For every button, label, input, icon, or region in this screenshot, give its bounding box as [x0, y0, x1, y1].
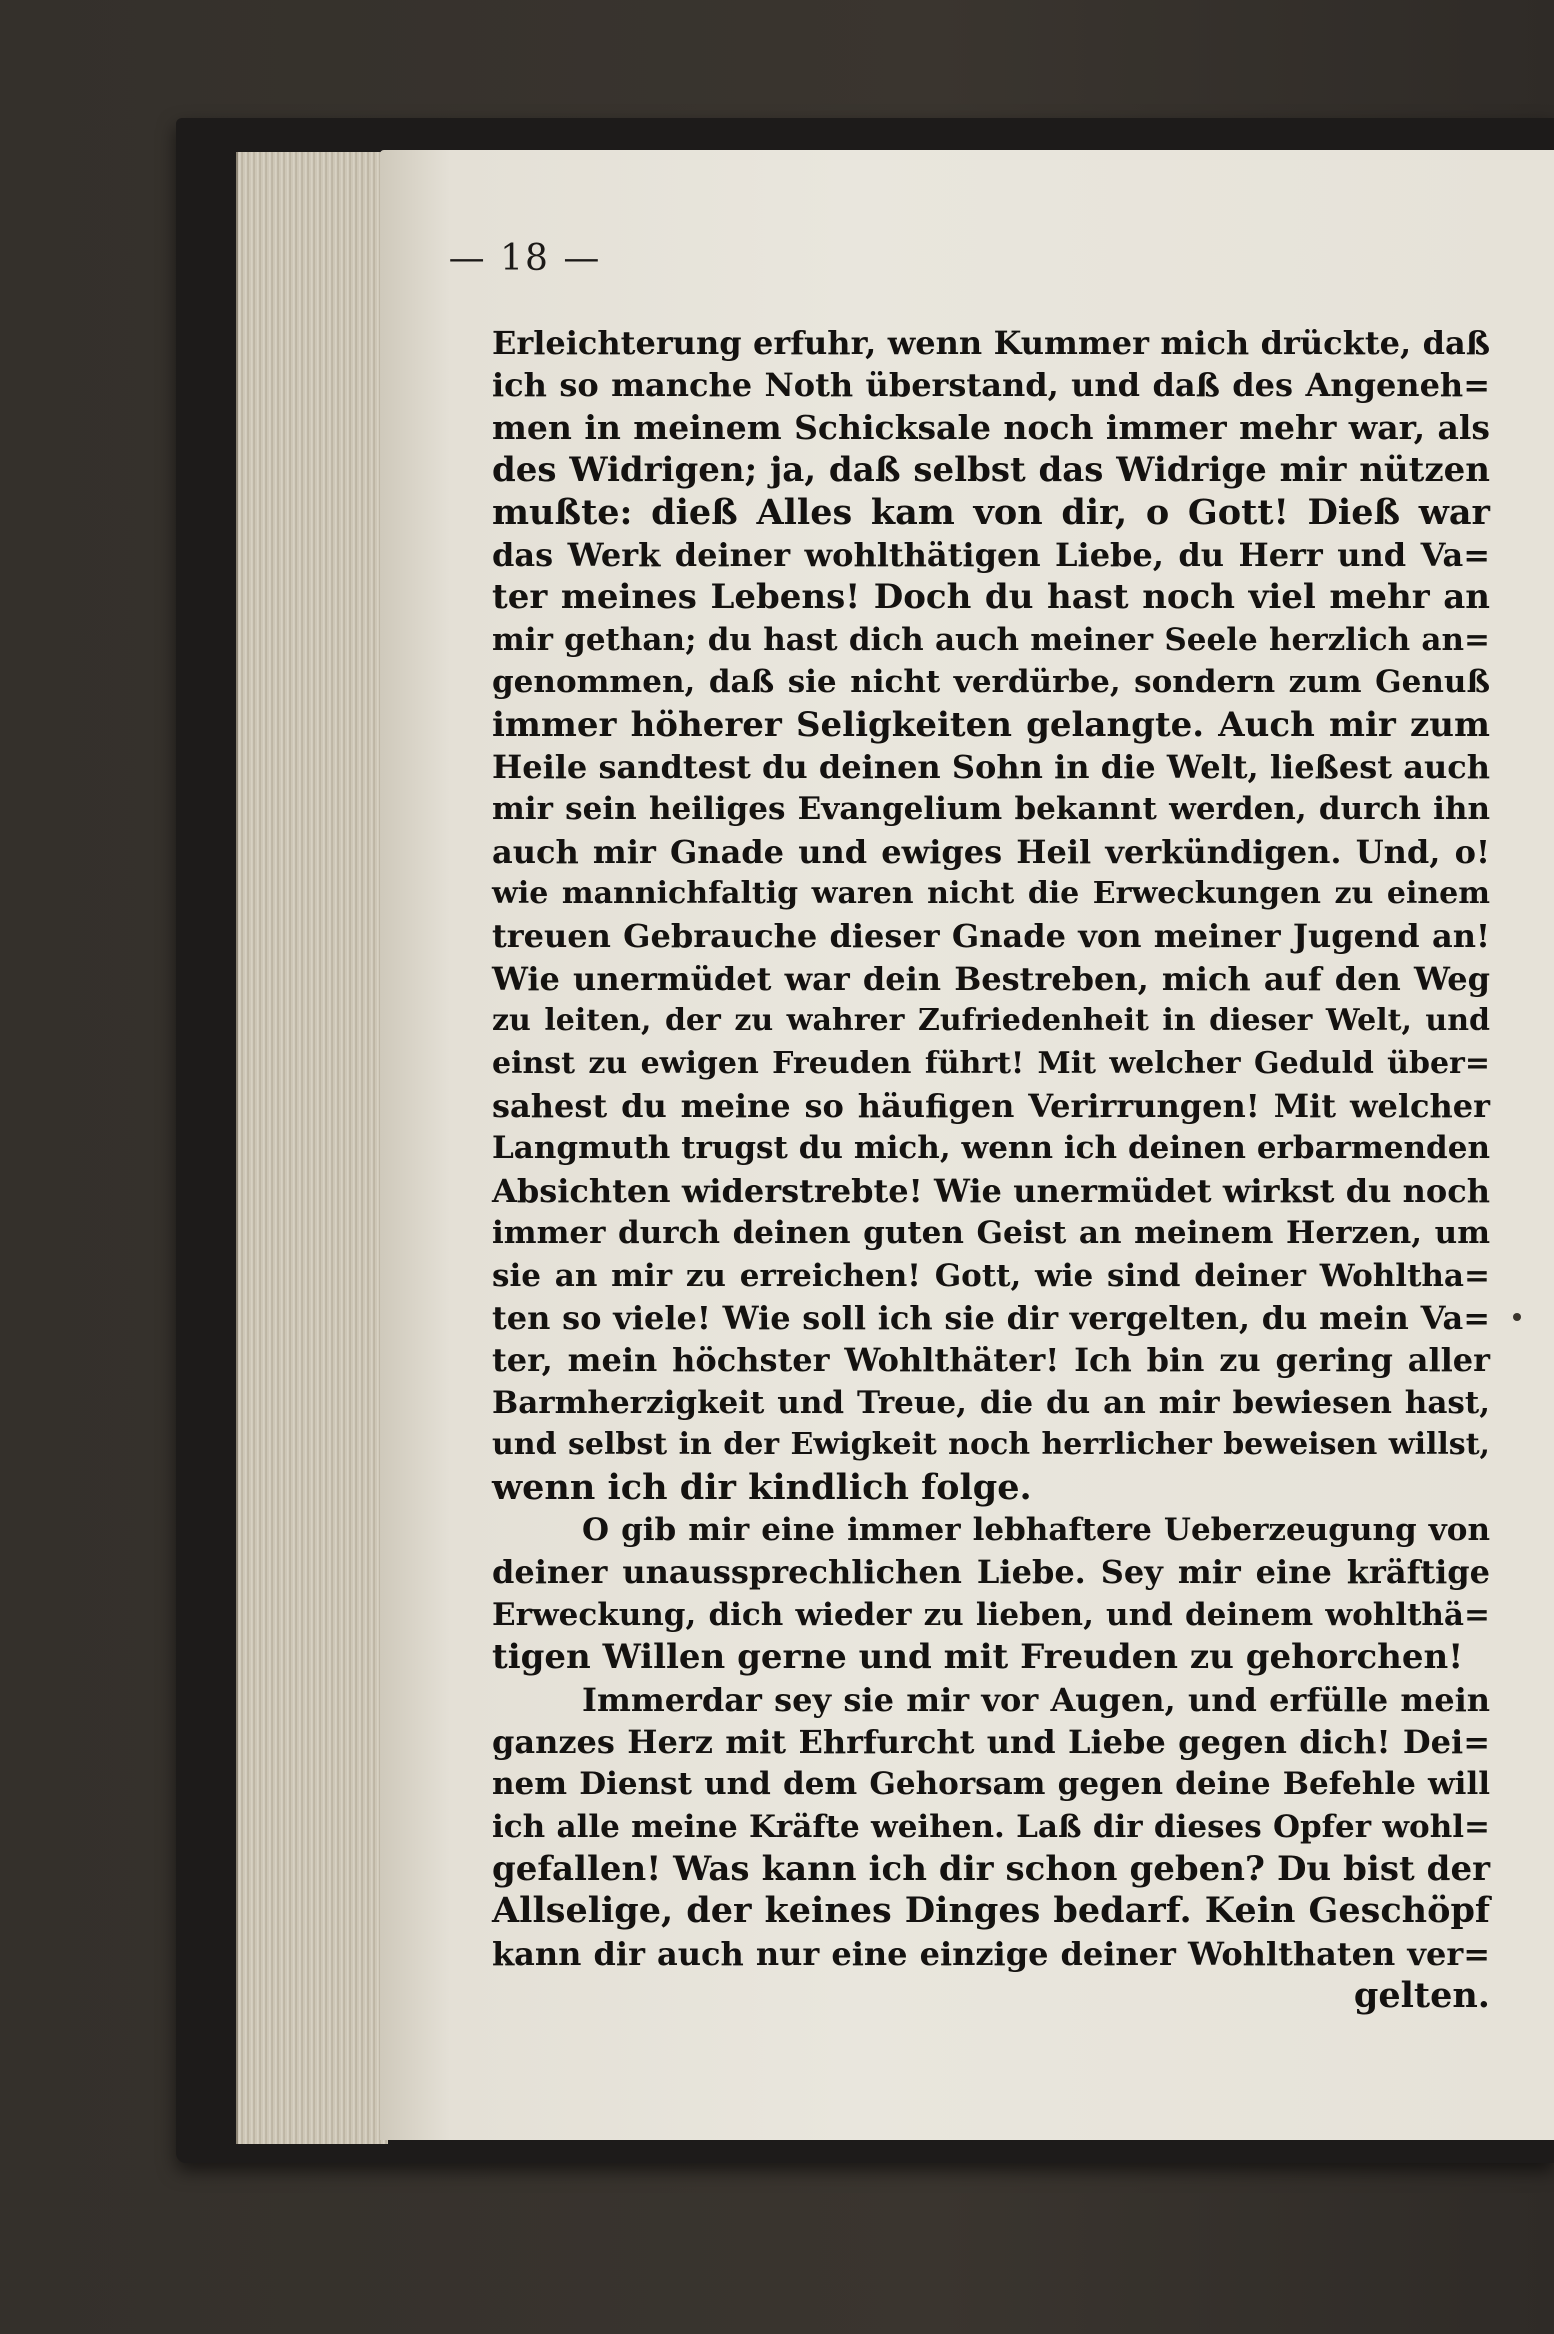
text-line: das Werk deiner wohlthätigen Liebe, du Herr und Va= — [492, 535, 1490, 574]
text-line: wenn ich dir kindlich folge. — [492, 1466, 1032, 1508]
text-line: ich so manche Noth überstand, und daß des Angeneh= — [492, 366, 1490, 405]
text-line: des Widrigen; ja, daß selbst das Widrige mir nützen — [492, 450, 1490, 491]
text-line: mußte: dieß Alles kam von dir, o Gott! Dieß war — [492, 491, 1490, 533]
text-line: immer höherer Seligkeiten gelangte. Auch mir zum — [492, 704, 1490, 745]
page-edges — [236, 152, 388, 2144]
text-line: sie an mir zu erreichen! Gott, wie sind deiner Wohltha= — [492, 1257, 1490, 1294]
text-line: treuen Gebrauche dieser Gnade von meiner Jugend an! — [492, 917, 1490, 956]
text-line: ten so viele! Wie soll ich sie dir vergelten, du mein Va= — [492, 1298, 1490, 1337]
text-line: genommen, daß sie nicht verdürbe, sondern zum Genuß — [492, 664, 1490, 701]
text-line: mir sein heiliges Evangelium bekannt werden, durch ihn — [492, 791, 1490, 828]
text-line: men in meinem Schicksale noch immer mehr war, als — [492, 407, 1490, 447]
text-line: kann dir auch nur eine einzige deiner Wohlthaten ver= — [492, 1934, 1490, 1973]
text-line: ich alle meine Kräfte weihen. Laß dir dieses Opfer wohl= — [492, 1808, 1490, 1845]
text-line: Erweckung, dich wieder zu lieben, und deinem wohlthä= — [492, 1596, 1490, 1633]
text-line: wie mannichfaltig waren nicht die Erweckungen zu einem — [492, 876, 1490, 912]
text-line: nem Dienst und dem Gehorsam gegen deine Befehle will — [492, 1766, 1490, 1803]
text-line: zu leiten, der zu wahrer Zufriedenheit in dieser Welt, und — [492, 1003, 1490, 1039]
text-line: sahest du meine so häufigen Verirrungen! Mit welcher — [492, 1087, 1490, 1126]
paragraph-1 — [492, 322, 1490, 1509]
page-text — [492, 322, 1490, 2018]
text-line: deiner unaussprechlichen Liebe. Sey mir eine kräftige — [492, 1553, 1490, 1592]
text-line: immer durch deinen guten Geist an meinem Herzen, um — [492, 1215, 1490, 1252]
text-line: tigen Willen gerne und mit Freuden zu gehorchen! — [492, 1637, 1464, 1678]
text-line: gelten. — [1353, 1975, 1490, 2017]
text-line: Erleichterung erfuhr, wenn Kummer mich drückte, daß — [492, 324, 1490, 362]
text-line: ganzes Herz mit Ehrfurcht und Liebe gegen dich! Dei= — [492, 1722, 1490, 1761]
text-line: und selbst in der Ewigkeit noch herrlicher beweisen willst, — [492, 1427, 1490, 1463]
text-line: einst zu ewigen Freuden führt! Mit welcher Geduld über= — [492, 1045, 1490, 1081]
text-line: Langmuth trugst du mich, wenn ich deinen erbarmenden — [492, 1130, 1490, 1167]
text-line: ter meines Lebens! Doch du hast noch viel mehr an — [492, 577, 1490, 618]
text-line: Heile sandtest du deinen Sohn in die Welt, ließest auch — [492, 747, 1490, 786]
paragraph-3 — [492, 1679, 1490, 2018]
text-line: Absichten widerstrebte! Wie unermüdet wirkst du noch — [492, 1171, 1490, 1210]
text-line: ter, mein höchster Wohlthäter! Ich bin zu gering aller — [492, 1341, 1490, 1380]
text-line: Wie unermüdet war dein Bestreben, mich auf den Weg — [492, 959, 1490, 998]
ink-speck — [1513, 1313, 1521, 1321]
text-line: Immerdar sey sie mir vor Augen, und erfülle mein — [582, 1680, 1490, 1719]
text-line: gefallen! Was kann ich dir schon geben? Du bist der — [492, 1849, 1490, 1890]
page-number: — 18 — — [448, 238, 602, 279]
text-line: auch mir Gnade und ewiges Heil verkündigen. Und, o! — [492, 832, 1490, 871]
text-line: O gib mir eine immer lebhaftere Ueberzeugung von — [582, 1511, 1490, 1548]
text-line: Barmherzigkeit und Treue, die du an mir bewiesen hast, — [492, 1384, 1490, 1421]
text-line: mir gethan; du hast dich auch meiner Seele herzlich an= — [492, 621, 1490, 658]
paragraph-2 — [492, 1509, 1490, 1679]
text-line: Allselige, der keines Dinges bedarf. Kein Geschöpf — [492, 1890, 1490, 1932]
